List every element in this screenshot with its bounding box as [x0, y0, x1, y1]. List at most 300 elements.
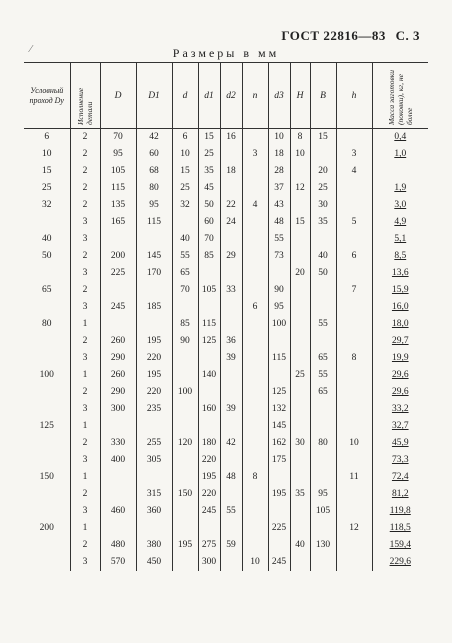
table-row: [24, 350, 428, 367]
column-header: B: [310, 63, 336, 129]
table-cell: [336, 333, 372, 350]
table-cell: [290, 197, 310, 214]
table-cell: 85: [198, 248, 220, 265]
table-cell: [336, 401, 372, 418]
table-cell: 145: [136, 248, 172, 265]
table-cell: 3: [70, 265, 100, 282]
table-cell: 235: [136, 401, 172, 418]
column-header: h: [336, 63, 372, 129]
table-cell: 159,4: [372, 537, 428, 554]
table-row: [24, 486, 428, 503]
table-cell: [172, 214, 198, 231]
table-cell: [310, 520, 336, 537]
table-cell: [100, 316, 136, 333]
table-cell: 65: [172, 265, 198, 282]
table-cell: 18: [268, 146, 290, 163]
table-cell: 15: [290, 214, 310, 231]
table-cell: 30: [290, 435, 310, 452]
table-cell: 4,9: [372, 214, 428, 231]
table-cell: 45: [198, 180, 220, 197]
table-cell: 2: [70, 384, 100, 401]
table-cell: 3: [70, 299, 100, 316]
table-cell: 450: [136, 554, 172, 571]
table-cell: 25: [172, 180, 198, 197]
table-cell: 65: [310, 350, 336, 367]
table-cell: [242, 520, 268, 537]
table-cell: 95: [100, 146, 136, 163]
table-cell: 195: [172, 537, 198, 554]
table-row: [24, 333, 428, 350]
table-row: [24, 503, 428, 520]
table-cell: 225: [268, 520, 290, 537]
table-row: [24, 248, 428, 265]
table-cell: [198, 299, 220, 316]
table-cell: [172, 554, 198, 571]
table-cell: [290, 333, 310, 350]
table-cell: [136, 418, 172, 435]
table-cell: 48: [220, 469, 242, 486]
table-cell: 42: [220, 435, 242, 452]
table-cell: [310, 282, 336, 299]
table-cell: [172, 503, 198, 520]
table-cell: [290, 401, 310, 418]
table-cell: 275: [198, 537, 220, 554]
table-cell: [198, 265, 220, 282]
table-cell: 50: [198, 197, 220, 214]
table-cell: 305: [136, 452, 172, 469]
table-cell: 220: [198, 452, 220, 469]
table-cell: [220, 452, 242, 469]
table-cell: 125: [39, 421, 54, 431]
table-cell: 73,3: [372, 452, 428, 469]
table-cell: 33,2: [372, 401, 428, 418]
table-cell: 315: [136, 486, 172, 503]
table-cell: 115: [268, 350, 290, 367]
table-cell: 29,6: [372, 367, 428, 384]
table-cell: [220, 554, 242, 571]
table-row: [24, 214, 428, 231]
table-cell: 1: [70, 367, 100, 384]
table-cell: 95: [310, 486, 336, 503]
table-cell: 80: [42, 319, 52, 329]
table-cell: [24, 384, 70, 401]
table-cell: [242, 333, 268, 350]
table-cell: 0,4: [372, 129, 428, 147]
table-cell: [268, 333, 290, 350]
table-cell: 55: [268, 231, 290, 248]
table-cell: 3,0: [372, 197, 428, 214]
page-number: С. 3: [395, 28, 420, 43]
table-cell: [336, 180, 372, 197]
table-cell: [24, 554, 70, 571]
table-row: [24, 129, 428, 147]
table-cell: [100, 486, 136, 503]
table-cell: 229,6: [372, 554, 428, 571]
column-header: d: [172, 63, 198, 129]
table-cell: 330: [100, 435, 136, 452]
table-cell: [220, 299, 242, 316]
table-cell: 360: [136, 503, 172, 520]
table-cell: [136, 316, 172, 333]
table-cell: [100, 282, 136, 299]
table-cell: 16: [220, 129, 242, 147]
table-cell: 25: [198, 146, 220, 163]
table-cell: 100: [39, 370, 54, 380]
table-cell: [136, 469, 172, 486]
table-cell: [172, 418, 198, 435]
table-cell: [220, 384, 242, 401]
table-cell: [268, 265, 290, 282]
table-cell: 80: [136, 180, 172, 197]
table-cell: [198, 418, 220, 435]
table-cell: 10: [290, 146, 310, 163]
table-cell: [290, 520, 310, 537]
table-cell: 10: [336, 435, 372, 452]
table-cell: 105: [310, 503, 336, 520]
table-cell: [100, 418, 136, 435]
table-cell: [290, 554, 310, 571]
table-cell: 80: [310, 435, 336, 452]
table-cell: 12: [336, 520, 372, 537]
table-cell: [24, 537, 70, 554]
table-cell: [24, 265, 70, 282]
table-row: [24, 299, 428, 316]
table-cell: 1: [70, 469, 100, 486]
table-cell: 95: [268, 299, 290, 316]
table-row: [24, 282, 428, 299]
table-cell: 6: [336, 248, 372, 265]
table-cell: [172, 452, 198, 469]
table-cell: 48: [268, 214, 290, 231]
table-cell: [372, 163, 428, 180]
table-cell: 29,7: [372, 333, 428, 350]
table-cell: [242, 452, 268, 469]
table-cell: 90: [172, 333, 198, 350]
table-cell: 245: [268, 554, 290, 571]
table-cell: 3: [242, 146, 268, 163]
table-row: [24, 554, 428, 571]
table-cell: 180: [198, 435, 220, 452]
table-row: [24, 520, 428, 537]
table-cell: 300: [198, 554, 220, 571]
table-cell: 162: [268, 435, 290, 452]
table-cell: [336, 418, 372, 435]
table-cell: 37: [268, 180, 290, 197]
table-cell: 8: [336, 350, 372, 367]
table-cell: 3: [70, 452, 100, 469]
table-cell: 10: [42, 149, 52, 159]
table-cell: 3: [336, 146, 372, 163]
table-cell: 25: [42, 183, 52, 193]
table-cell: 40: [172, 231, 198, 248]
table-cell: [242, 180, 268, 197]
table-cell: [268, 503, 290, 520]
table-cell: [242, 486, 268, 503]
table-cell: [220, 146, 242, 163]
table-cell: [242, 418, 268, 435]
column-header: D: [100, 63, 136, 129]
table-cell: 35: [310, 214, 336, 231]
table-cell: 10: [268, 129, 290, 147]
table-row: [24, 163, 428, 180]
table-cell: [310, 554, 336, 571]
table-cell: [24, 503, 70, 520]
table-cell: [290, 248, 310, 265]
table-cell: 1: [70, 316, 100, 333]
table-cell: [310, 299, 336, 316]
table-cell: [220, 316, 242, 333]
table-cell: 39: [220, 350, 242, 367]
table-cell: 32: [172, 197, 198, 214]
table-cell: [290, 163, 310, 180]
table-cell: [242, 384, 268, 401]
table-cell: 73: [268, 248, 290, 265]
table-cell: 150: [172, 486, 198, 503]
table-cell: [220, 180, 242, 197]
table-cell: 40: [42, 234, 52, 244]
table-cell: 118,5: [372, 520, 428, 537]
table-cell: [310, 231, 336, 248]
table-cell: 55: [310, 316, 336, 333]
column-header: d3: [268, 63, 290, 129]
table-cell: 5,1: [372, 231, 428, 248]
table-cell: 68: [136, 163, 172, 180]
table-cell: 480: [100, 537, 136, 554]
table-cell: [290, 384, 310, 401]
table-cell: [242, 367, 268, 384]
table-cell: [336, 265, 372, 282]
table-cell: 100: [268, 316, 290, 333]
table-cell: 145: [268, 418, 290, 435]
table-cell: 6: [172, 129, 198, 147]
table-cell: [336, 316, 372, 333]
table-cell: 100: [172, 384, 198, 401]
table-cell: [198, 384, 220, 401]
table-cell: 40: [310, 248, 336, 265]
table-cell: 55: [310, 367, 336, 384]
table-cell: 59: [220, 537, 242, 554]
table-cell: 70: [198, 231, 220, 248]
table-row: [24, 384, 428, 401]
table-cell: [242, 503, 268, 520]
table-cell: 460: [100, 503, 136, 520]
table-cell: 2: [70, 486, 100, 503]
table-cell: 570: [100, 554, 136, 571]
table-cell: 15: [42, 166, 52, 176]
table-cell: 220: [136, 350, 172, 367]
table-cell: [220, 486, 242, 503]
table-cell: 140: [198, 367, 220, 384]
table-cell: [242, 350, 268, 367]
table-cell: 2: [70, 282, 100, 299]
table-cell: [310, 452, 336, 469]
table-cell: [242, 316, 268, 333]
dimensions-table: [24, 62, 428, 571]
column-header: d1: [198, 63, 220, 129]
table-cell: 4: [336, 163, 372, 180]
table-cell: 2: [70, 180, 100, 197]
table-cell: [172, 401, 198, 418]
table-cell: [336, 503, 372, 520]
table-header-row: [24, 63, 428, 129]
table-cell: 24: [220, 214, 242, 231]
table-cell: 29: [220, 248, 242, 265]
table-cell: 2: [70, 197, 100, 214]
table-cell: 260: [100, 333, 136, 350]
table-cell: [290, 469, 310, 486]
table-cell: 45,9: [372, 435, 428, 452]
table-cell: [290, 350, 310, 367]
table-cell: 1,0: [372, 146, 428, 163]
table-cell: [242, 265, 268, 282]
table-cell: [268, 537, 290, 554]
table-cell: 220: [198, 486, 220, 503]
table-cell: 1: [70, 418, 100, 435]
table-cell: [198, 350, 220, 367]
table-row: [24, 197, 428, 214]
table-cell: [220, 231, 242, 248]
table-cell: [242, 401, 268, 418]
table-cell: 55: [220, 503, 242, 520]
table-cell: 8: [290, 129, 310, 147]
table-cell: [24, 350, 70, 367]
table-cell: 115: [100, 180, 136, 197]
table-cell: [24, 452, 70, 469]
table-cell: 25: [290, 367, 310, 384]
table-cell: [172, 469, 198, 486]
table-cell: 3: [70, 231, 100, 248]
table-row: [24, 180, 428, 197]
table-cell: 95: [136, 197, 172, 214]
table-row: [24, 469, 428, 486]
table-cell: [242, 163, 268, 180]
table-cell: 35: [290, 486, 310, 503]
table-cell: [310, 401, 336, 418]
table-cell: 3: [70, 214, 100, 231]
table-cell: 3: [70, 503, 100, 520]
table-cell: 70: [172, 282, 198, 299]
table-cell: [24, 333, 70, 350]
table-cell: 170: [136, 265, 172, 282]
page-header: [275, 28, 420, 44]
table-cell: [24, 435, 70, 452]
table-cell: 105: [100, 163, 136, 180]
table-cell: 8,5: [372, 248, 428, 265]
table-cell: 195: [268, 486, 290, 503]
table-cell: [310, 418, 336, 435]
table-cell: [220, 367, 242, 384]
table-cell: [172, 350, 198, 367]
table-cell: [172, 299, 198, 316]
table-row: [24, 537, 428, 554]
table-row: [24, 401, 428, 418]
table-cell: 13,6: [372, 265, 428, 282]
table-cell: 195: [136, 333, 172, 350]
table-cell: [310, 469, 336, 486]
table-cell: [268, 367, 290, 384]
table-cell: 220: [136, 384, 172, 401]
table-cell: [136, 282, 172, 299]
table-cell: 1,9: [372, 180, 428, 197]
table-cell: [310, 333, 336, 350]
table-cell: 5: [336, 214, 372, 231]
table-cell: 4: [242, 197, 268, 214]
table-cell: 2: [70, 248, 100, 265]
column-header: Исполнение детали: [70, 63, 100, 129]
table-cell: 22: [220, 197, 242, 214]
table-cell: 132: [268, 401, 290, 418]
table-cell: [24, 214, 70, 231]
table-row: [24, 316, 428, 333]
table-cell: 11: [336, 469, 372, 486]
table-cell: 150: [39, 472, 54, 482]
table-cell: 85: [172, 316, 198, 333]
table-cell: [290, 503, 310, 520]
table-cell: [242, 231, 268, 248]
table-cell: 175: [268, 452, 290, 469]
table-cell: 39: [220, 401, 242, 418]
table-cell: 125: [268, 384, 290, 401]
table-cell: 40: [290, 537, 310, 554]
table-cell: 160: [198, 401, 220, 418]
table-cell: 32,7: [372, 418, 428, 435]
table-cell: 33: [220, 282, 242, 299]
table-cell: 18,0: [372, 316, 428, 333]
table-cell: 12: [290, 180, 310, 197]
table-cell: 10: [172, 146, 198, 163]
table-cell: [220, 418, 242, 435]
table-cell: [242, 282, 268, 299]
table-cell: 50: [42, 251, 52, 261]
table-cell: 255: [136, 435, 172, 452]
table-cell: 43: [268, 197, 290, 214]
table-cell: 3: [70, 554, 100, 571]
table-cell: [336, 129, 372, 147]
table-cell: 2: [70, 129, 100, 147]
table-cell: [336, 299, 372, 316]
table-cell: [290, 231, 310, 248]
table-cell: [336, 197, 372, 214]
table-cell: 105: [198, 282, 220, 299]
table-cell: 65: [42, 285, 52, 295]
table-cell: [24, 401, 70, 418]
table-cell: 15,9: [372, 282, 428, 299]
table-row: [24, 146, 428, 163]
table-row: [24, 265, 428, 282]
table-cell: 290: [100, 350, 136, 367]
table-cell: [136, 520, 172, 537]
table-cell: 7: [336, 282, 372, 299]
table-cell: [172, 367, 198, 384]
table-cell: 200: [100, 248, 136, 265]
table-cell: 400: [100, 452, 136, 469]
table-cell: 200: [39, 523, 54, 533]
table-cell: [290, 299, 310, 316]
table-row: [24, 452, 428, 469]
table-row: [24, 231, 428, 248]
table-cell: [336, 231, 372, 248]
table-cell: 81,2: [372, 486, 428, 503]
table-cell: 28: [268, 163, 290, 180]
table-cell: [220, 265, 242, 282]
table-cell: 15: [198, 129, 220, 147]
table-cell: 90: [268, 282, 290, 299]
table-cell: 260: [100, 367, 136, 384]
table-cell: 119,8: [372, 503, 428, 520]
table-row: [24, 367, 428, 384]
table-cell: [242, 248, 268, 265]
table-cell: 10: [242, 554, 268, 571]
